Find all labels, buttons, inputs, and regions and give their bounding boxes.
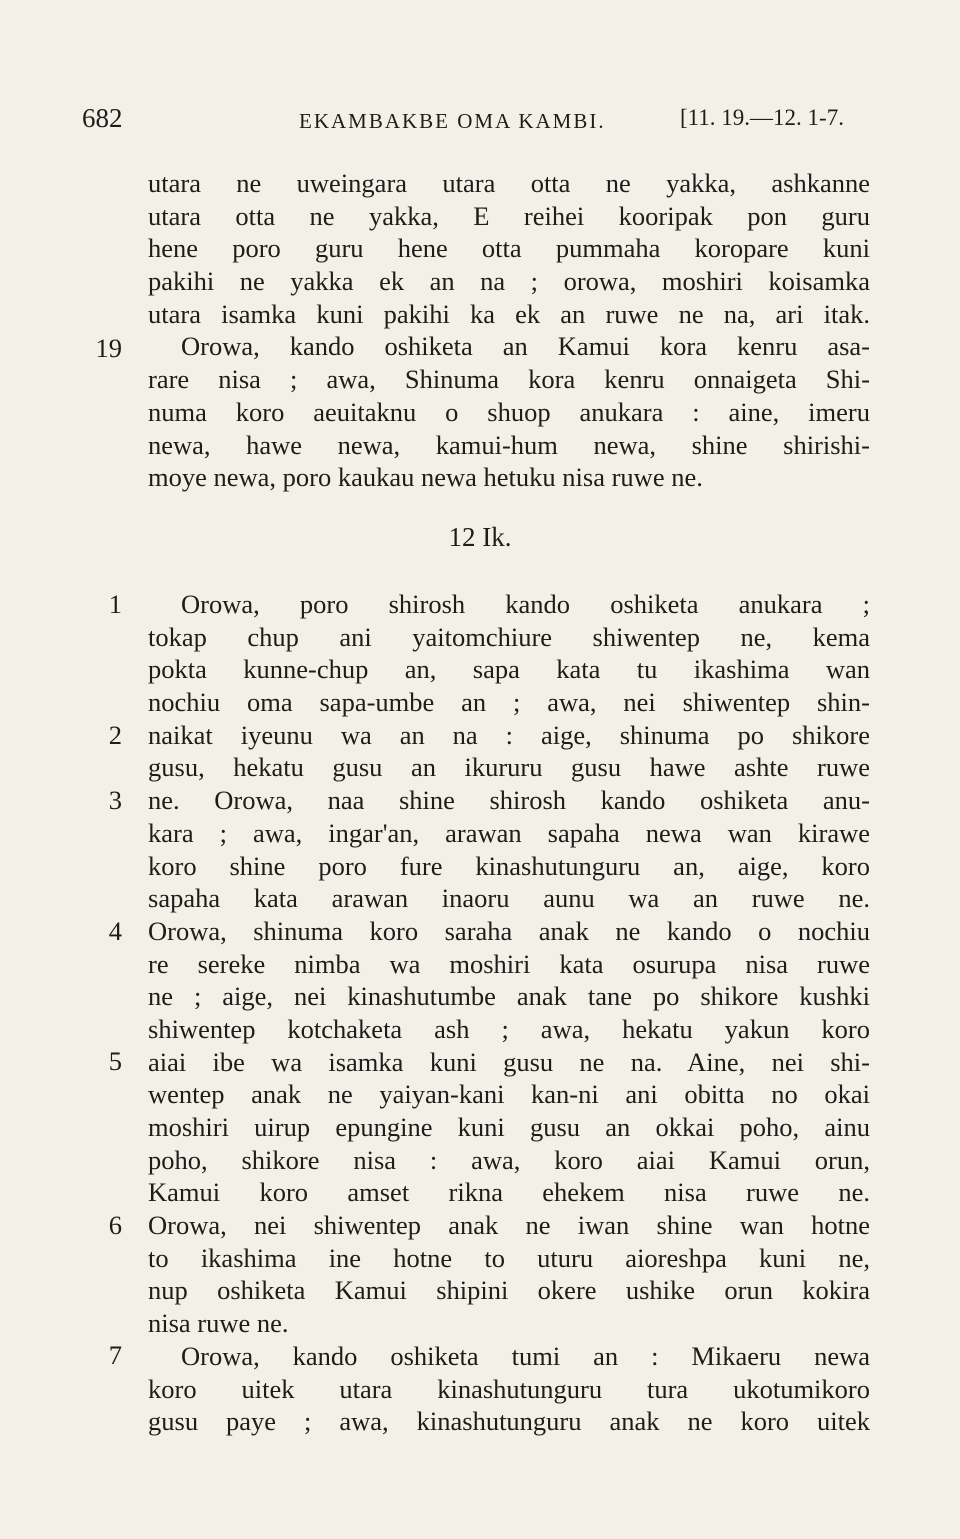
bottom-paragraph: [148, 588, 870, 1438]
text-line: tokap chup ani yaitomchiure shiwentep ne, kema: [148, 621, 870, 652]
verse-number: 4: [108, 916, 122, 946]
text-line: ne ; aige, nei kinashutumbe anak tane po shikore kushki: [148, 981, 870, 1012]
text-line: moshiri uirup epungine kuni gusu an okkai poho, ainu: [148, 1112, 870, 1142]
page-number: 682: [82, 103, 123, 133]
text-line: utara isamka kuni pakihi ka ek an ruwe ne na, ari itak.: [148, 298, 870, 329]
text-line: Kamui koro amset rikna ehekem nisa ruwe ne.: [148, 1177, 870, 1208]
text-line: Orowa, shinuma koro saraha anak ne kando o nochiu: [148, 915, 870, 946]
text-line: naikat iyeunu wa an na : aige, shinuma po shikore: [148, 719, 870, 750]
text-line: ne. Orowa, naa shine shirosh kando oshiketa anu-: [148, 785, 870, 816]
text-line: wentep anak ne yaiyan-kani kan-ni ani obitta no okai: [148, 1079, 870, 1110]
verse-number: 7: [108, 1340, 122, 1370]
text-line: gusu, hekatu gusu an ikururu gusu hawe ashte ruwe: [148, 752, 870, 783]
text-line: hene poro guru hene otta pummaha koropare kuni: [148, 233, 870, 264]
text-line: pokta kunne-chup an, sapa kata tu ikashima wan: [148, 654, 870, 685]
top-paragraph: [148, 167, 870, 494]
verse-number: 2: [108, 720, 122, 750]
text-line: aiai ibe wa isamka kuni gusu ne na. Aine, nei shi-: [148, 1046, 870, 1077]
text-line: koro uitek utara kinashutunguru tura ukotumikoro: [148, 1373, 870, 1404]
text-line: poho, shikore nisa : awa, koro aiai Kamui orun,: [148, 1144, 870, 1175]
text-line: utara otta ne yakka, E reihei kooripak pon guru: [148, 200, 870, 231]
text-line: kara ; awa, ingar'an, arawan sapaha newa wan kirawe: [148, 817, 870, 848]
text-line: utara ne uweingara utara otta ne yakka, ashkanne: [148, 168, 870, 198]
text-line: numa koro aeuitaknu o shuop anukara : aine, imeru: [148, 396, 870, 427]
text-line: sapaha kata arawan inaoru aunu wa an ruwe ne.: [148, 883, 870, 914]
text-line: nochiu oma sapa-umbe an ; awa, nei shiwentep shin-: [148, 687, 870, 718]
text-line: shiwentep kotchaketa ash ; awa, hekatu yakun koro: [148, 1013, 870, 1044]
verse-number: 1: [108, 589, 122, 619]
page-header: [0, 103, 960, 139]
text-line: Orowa, kando oshiketa an Kamui kora kenru asa-: [181, 331, 870, 362]
text-line: to ikashima ine hotne to uturu aioreshpa kuni ne,: [148, 1242, 870, 1273]
verse-number: 5: [108, 1046, 122, 1076]
chapter-heading: 12 Ik.: [448, 522, 512, 552]
chapter-verse-reference: [11. 19.—12. 1-7.: [680, 105, 844, 130]
text-line: koro shine poro fure kinashutunguru an, aige, koro: [148, 850, 870, 881]
text-line: newa, hawe newa, kamui-hum newa, shine shirishi-: [148, 429, 870, 460]
text-line: re sereke nimba wa moshiri kata osurupa nisa ruwe: [148, 948, 870, 979]
text-line: nisa ruwe ne.: [148, 1308, 289, 1339]
text-line: Orowa, kando oshiketa tumi an : Mikaeru newa: [181, 1340, 870, 1371]
text-line: pakihi ne yakka ek an na ; orowa, moshiri koisamka: [148, 266, 870, 297]
text-line: Orowa, poro shirosh kando oshiketa anukara ;: [181, 589, 870, 619]
text-line: rare nisa ; awa, Shinuma kora kenru onnaigeta Shi-: [148, 364, 870, 395]
text-line: moye newa, poro kaukau newa hetuku nisa ruwe ne.: [148, 462, 703, 493]
verse-number: 19: [95, 333, 122, 363]
text-line: nup oshiketa Kamui shipini okere ushike orun kokira: [148, 1275, 870, 1306]
verse-number: 3: [108, 785, 122, 815]
running-title: EKAMBAKBE OMA KAMBI.: [299, 109, 606, 133]
verse-number: 6: [108, 1210, 122, 1240]
text-line: gusu paye ; awa, kinashutunguru anak ne koro uitek: [148, 1406, 870, 1437]
text-line: Orowa, nei shiwentep anak ne iwan shine wan hotne: [148, 1210, 870, 1241]
